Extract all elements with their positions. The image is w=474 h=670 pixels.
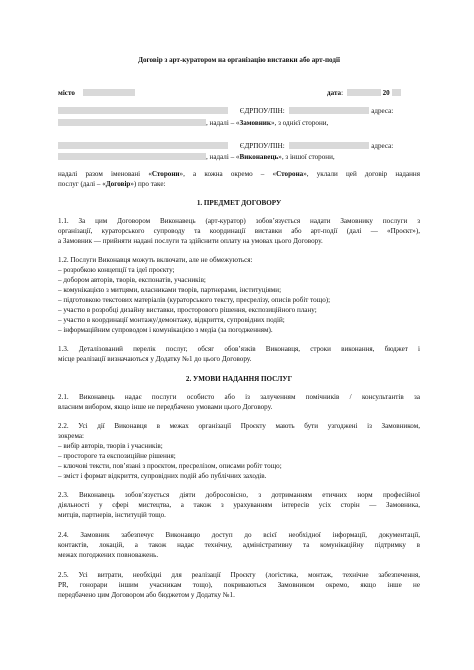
contractor-name-field[interactable] <box>58 142 228 149</box>
paragraph-line: 1.3. Деталізований перелік послуг, обсяг обов’язків Виконавця, строки виконання, бюджет і <box>58 345 420 353</box>
paragraph-line: 2.3. Виконавець зобов’язується діяти добросовісно, з дотриманням етичних норм професійної <box>58 491 420 499</box>
contractor-edrpou-field[interactable] <box>289 142 369 149</box>
paragraph-line: зокрема: <box>58 432 85 440</box>
list-item: – участю в розробці дизайну виставки, просторового рішення, експозиційного плану; <box>58 306 317 314</box>
contractor-address-field[interactable] <box>58 153 206 160</box>
customer-suffix-pre: , надалі – « <box>206 119 240 127</box>
contractor-line-2 <box>58 153 335 162</box>
list-item: – зміст і формат відкриття, супровідних подій або публічних заходів. <box>58 472 267 480</box>
section-1-title: 1. ПРЕДМЕТ ДОГОВОРУ <box>196 199 282 207</box>
edrpou-label: ЄДРПОУ/ПІН: <box>239 107 285 115</box>
paragraph-line: місце реалізації визначаються у Додатку №1 до цього Договору. <box>58 355 252 363</box>
city-label: місто <box>58 89 75 97</box>
list-item: – добором авторів, творів, експонатів, учасників; <box>58 276 206 284</box>
contractor-suffix-pre: , надалі – « <box>206 153 240 161</box>
city-row <box>58 89 135 98</box>
paragraph-line: власним вибором, якщо інше не передбачено умовами цього Договору. <box>58 403 273 411</box>
customer-line-2 <box>58 119 328 128</box>
contractor-role: Виконавець <box>239 153 279 161</box>
list-item: – інформаційним супроводом і комунікацією з медіа (за погодженням). <box>58 326 273 334</box>
paragraph-line: 2.4. Замовник забезпечує Виконавцю доступ до всієї необхідної інформації, документації, <box>58 531 420 539</box>
customer-edrpou-field[interactable] <box>289 107 369 114</box>
date-day-field[interactable] <box>347 89 381 96</box>
address-label: адреса: <box>371 107 394 115</box>
edrpou-label-2: ЄДРПОУ/ПІН: <box>239 142 285 150</box>
list-item: – ключові тексти, пов’язані з проєктом, пресрелізом, описами робіт тощо; <box>58 462 282 470</box>
paragraph-line: організації, кураторського супроводу та координації виставки або арт-події (далі — «Проєкт»), <box>58 227 420 235</box>
intro-line-2: послуг (далі – «Договір») про таке: <box>58 180 166 188</box>
city-field[interactable] <box>83 89 135 96</box>
paragraph-line: діяльності у сфері мистецтва, а також з урахуванням інтересів усіх сторін — Замовника, <box>58 501 420 509</box>
customer-line-1 <box>58 107 393 116</box>
paragraph-line: передбачено цим Договором або бюджетом у Додатку №1. <box>58 591 235 599</box>
paragraph-line: контактів, локацій, а також надає технічну, адміністративну та комунікаційну підтримку в <box>58 541 420 549</box>
paragraph-line: 2.1. Виконавець надає послуги особисто або із залученням помічників / консультантів за <box>58 393 420 401</box>
customer-address-field[interactable] <box>58 119 206 126</box>
customer-suffix-post: », з однієї сторони, <box>270 119 329 127</box>
list-item: – участю в координації монтажу/демонтажу, відкриття, супровідних подій; <box>58 316 285 324</box>
paragraph-line: 2.2. Усі дії Виконавця в межах організації Проєкту мають бути узгоджені із Замовником, <box>58 422 420 430</box>
intro-line-1: надалі разом іменовані «Сторони», а кожна окремо – «Сторона», уклали цей договір надання <box>58 170 420 178</box>
paragraph-line: а Замовник — прийняти надані послуги та здійснити оплату на умовах цього Договору. <box>58 237 323 245</box>
document-title: Договір з арт-куратором на організацію виставки або арт-події <box>138 56 340 64</box>
contractor-line-1 <box>58 142 393 151</box>
date-row: дата: 20 <box>327 89 401 98</box>
customer-name-field[interactable] <box>58 107 228 114</box>
contractor-suffix-post: », з іншої сторони, <box>278 153 335 161</box>
section-2-title: 2. УМОВИ НАДАННЯ ПОСЛУГ <box>185 375 293 383</box>
paragraph-line: межах погоджених повноважень. <box>58 551 159 559</box>
list-item: – простороге та експозиційне рішення; <box>58 452 176 460</box>
list-item: – розробкою концепції та ідеї проєкту; <box>58 266 175 274</box>
address-label-2: адреса: <box>371 142 394 150</box>
date-label: дата <box>327 89 342 97</box>
paragraph-line: PR, гонорари іншим учасникам тощо), покриваються Замовником окремо, якщо інше не <box>58 581 420 589</box>
paragraph-line: митців, партнерів, інституцій тощо. <box>58 511 166 519</box>
date-year-prefix: 20 <box>382 89 390 97</box>
date-year-field[interactable] <box>392 89 401 96</box>
list-item: – вибір авторів, творів і учасників; <box>58 442 163 450</box>
list-item: – підготовкою текстових матеріалів (кураторського тексту, пресрелізу, описів робіт тощо); <box>58 296 331 304</box>
paragraph-line: 2.5. Усі витрати, необхідні для реалізації Проєкту (логістика, монтаж, технічне забезпечення, <box>58 571 420 579</box>
customer-role: Замовник <box>239 119 271 127</box>
paragraph-line: 1.2. Послуги Виконавця можуть включати, але не обмежуються: <box>58 256 253 264</box>
paragraph-line: 1.1. За цим Договором Виконавець (арт-куратор) зобов’язується надати Замовнику послуги з <box>58 217 420 225</box>
list-item: – комунікацією з митцями, власниками творів, партнерами, інституціями; <box>58 286 282 294</box>
